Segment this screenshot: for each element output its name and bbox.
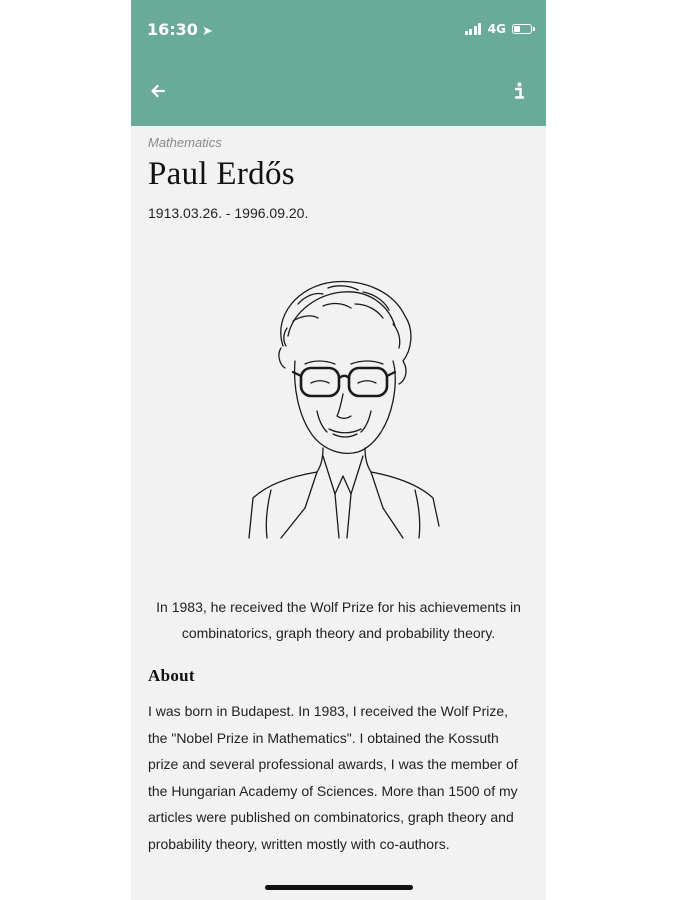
portrait-sketch [243,276,443,541]
home-indicator[interactable] [265,885,413,890]
person-detail [148,126,529,852]
battery-icon [512,24,532,34]
about-heading: About [148,666,195,685]
status-time-text: 16:30 [147,20,198,39]
summary-text: In 1983, he received the Wolf Prize for his achievements in combinatorics, graph theory and probability theory. [156,599,521,641]
signal-icon [465,23,483,35]
info-icon [513,82,525,100]
life-dates: 1913.03.26. - 1996.09.20. [148,205,309,221]
network-label: 4G [487,22,506,36]
arrow-left-icon [150,83,166,99]
back-button[interactable] [145,78,171,104]
category-label: Mathematics [148,135,222,150]
about-text: I was born in Budapest. In 1983, I received the Wolf Prize, the "Nobel Prize in Mathematics". I obtained the Kossuth prize and several professional awards, I was the member of the Hungarian Academy of Sciences. More than 1500 of my articles were published on combinatorics, graph theory and probability theory, written mostly with co-authors. [148,703,518,852]
status-indicators [465,22,532,36]
location-arrow-icon: ➤ [201,24,213,39]
app-toolbar [131,0,546,126]
battery-level [514,26,520,32]
info-button[interactable] [506,78,532,104]
phone-screen [131,0,546,900]
status-time [147,20,213,39]
person-name: Paul Erdős [148,156,295,192]
